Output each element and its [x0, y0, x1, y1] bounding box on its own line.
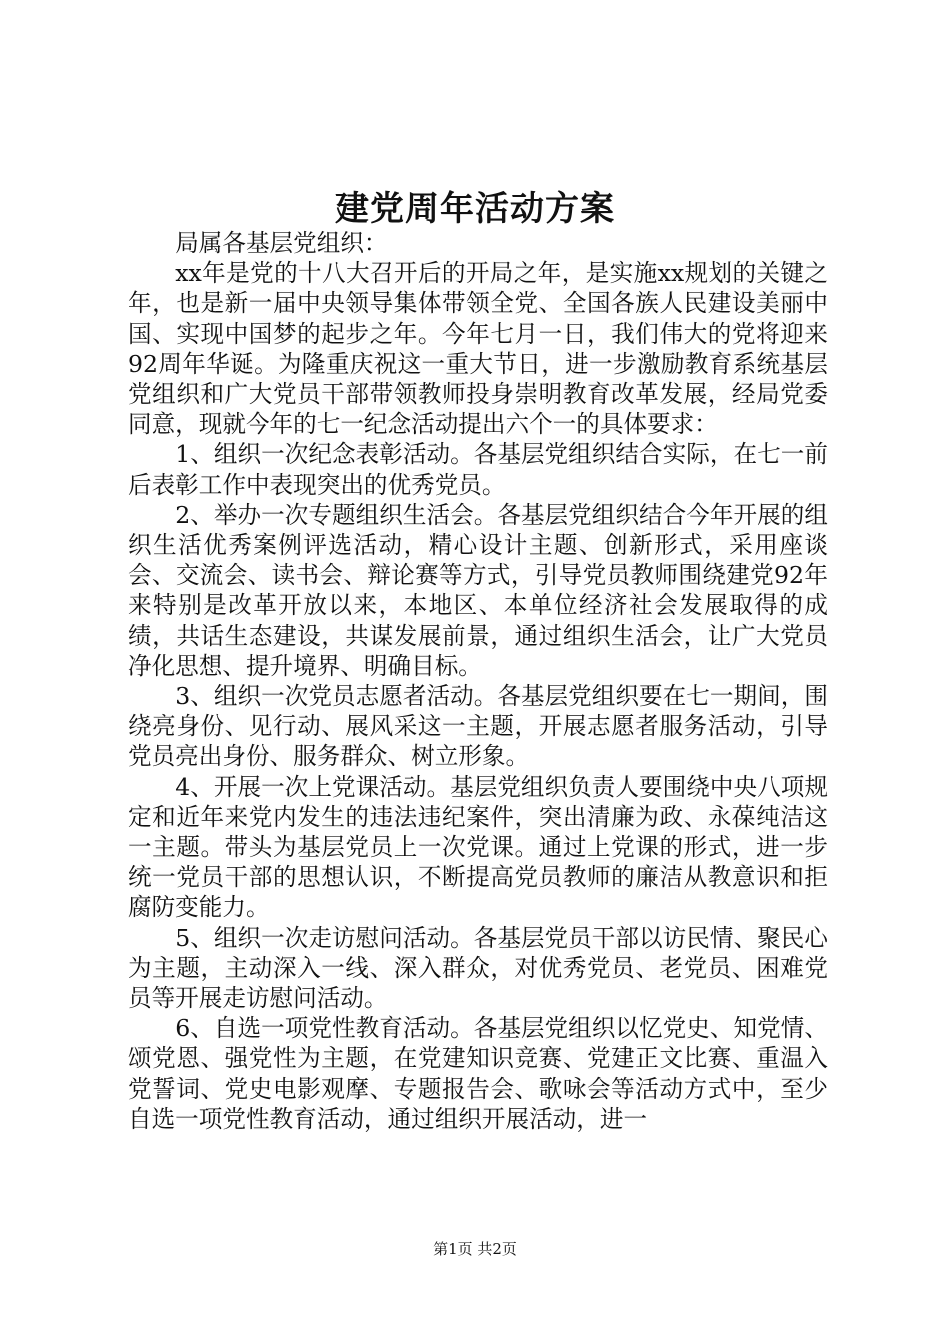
page-number-footer: 第1页 共2页: [433, 1240, 517, 1258]
paragraph-item-2: 2、举办一次专题组织生活会。各基层党组织结合今年开展的组织生活优秀案例评选活动，精心设计主题、创新形式，采用座谈会、交流会、读书会、辩论赛等方式，引导党员教师围绕建党92年来特别是改革开放以来，本地区、本单位经济社会发展取得的成绩，共话生态建设，共谋发展前景，通过组织生活会，让广大党员净化思想、提升境界、明确目标。: [128, 500, 828, 680]
salutation: 局属各基层党组织：: [175, 229, 388, 257]
paragraph-item-3: 3、组织一次党员志愿者活动。各基层党组织要在七一期间，围绕亮身份、见行动、展风采这一主题，开展志愿者服务活动，引导党员亮出身份、服务群众、树立形象。: [128, 682, 828, 771]
paragraph-item-5: 5、组织一次走访慰问活动。各基层党员干部以访民情、聚民心为主题，主动深入一线、深入群众，对优秀党员、老党员、困难党员等开展走访慰问活动。: [128, 923, 828, 1013]
document-body: [128, 228, 828, 1134]
document-title: 建党周年活动方案: [335, 189, 615, 229]
paragraph-item-4: 4、开展一次上党课活动。基层党组织负责人要围绕中央八项规定和近年来党内发生的违法违纪案件，突出清廉为政、永葆纯洁这一主题。带头为基层党员上一次党课。通过上党课的形式，进一步统一党员干部的思想认识，不断提高党员教师的廉洁从教意识和拒腐防变能力。: [128, 772, 828, 922]
paragraph-item-1: 1、组织一次纪念表彰活动。各基层党组织结合实际，在七一前后表彰工作中表现突出的优秀党员。: [128, 440, 828, 499]
paragraph-item-6: 6、自选一项党性教育活动。各基层党组织以忆党史、知党情、颂党恩、强党性为主题，在党建知识竞赛、党建正文比赛、重温入党誓词、党史电影观摩、专题报告会、歌咏会等活动方式中，至少自选一项党性教育活动，通过组织开展活动，进一: [128, 1014, 828, 1133]
paragraph-intro: xx年是党的十八大召开后的开局之年，是实施xx规划的关键之年，也是新一届中央领导集体带领全党、全国各族人民建设美丽中国、实现中国梦的起步之年。今年七月一日，我们伟大的党将迎来92周年华诞。为隆重庆祝这一重大节日，进一步激励教育系统基层党组织和广大党员干部带领教师投身崇明教育改革发展，经局党委同意，现就今年的七一纪念活动提出六个一的具体要求：: [128, 259, 828, 439]
